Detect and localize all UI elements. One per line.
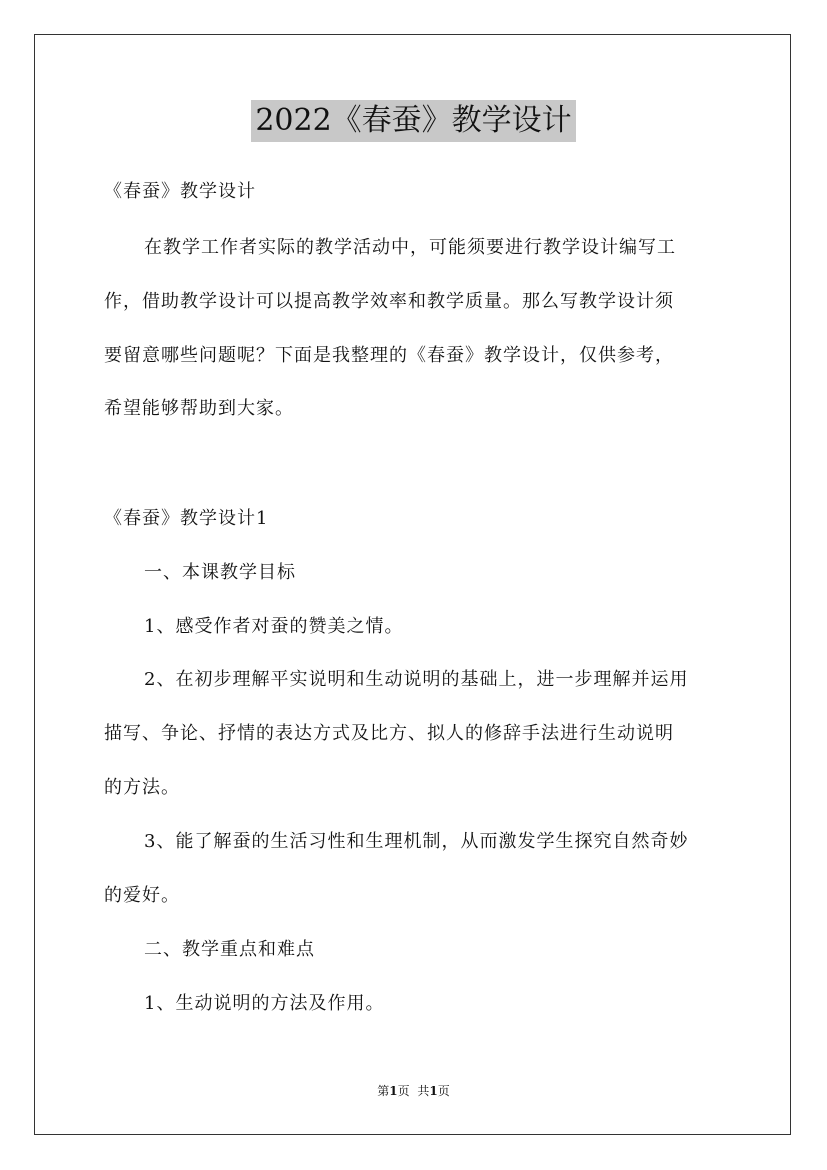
intro-line-4: 希望能够帮助到大家。	[104, 398, 294, 419]
footer-total-prefix: 共	[417, 1084, 430, 1098]
footer-total-suffix: 页	[437, 1084, 450, 1098]
subtitle-line: 《春蚕》教学设计	[104, 181, 256, 202]
section-heading: 《春蚕》教学设计1	[104, 508, 269, 529]
objectives-heading: 一、本课教学目标	[144, 562, 296, 583]
intro-line-1: 在教学工作者实际的教学活动中，可能须要进行教学设计编写工	[144, 237, 676, 258]
footer-total-pages: 1	[429, 1084, 438, 1098]
objective-3-line-1: 3、能了解蚕的生活习性和生理机制，从而激发学生探究自然奇妙	[144, 831, 689, 852]
footer-page-number: 1	[389, 1084, 398, 1098]
keypoint-1: 1、生动说明的方法及作用。	[144, 993, 385, 1014]
objective-1: 1、感受作者对蚕的赞美之情。	[144, 616, 404, 637]
intro-line-2: 作，借助教学设计可以提高教学效率和教学质量。那么写教学设计须	[104, 291, 674, 312]
document-title: 2022《春蚕》教学设计	[251, 100, 575, 142]
title-container	[0, 100, 827, 142]
page-footer	[0, 1083, 827, 1099]
objective-2-line-3: 的方法。	[104, 777, 180, 798]
intro-line-3: 要留意哪些问题呢？下面是我整理的《春蚕》教学设计，仅供参考，	[104, 345, 674, 366]
keypoints-heading: 二、教学重点和难点	[144, 939, 315, 960]
objective-2-line-1: 2、在初步理解平实说明和生动说明的基础上，进一步理解并运用	[144, 669, 689, 690]
objective-2-line-2: 描写、争论、抒情的表达方式及比方、拟人的修辞手法进行生动说明	[104, 723, 674, 744]
objective-3-line-2: 的爱好。	[104, 885, 180, 906]
footer-page-suffix: 页	[397, 1084, 410, 1098]
footer-page-prefix: 第	[377, 1084, 390, 1098]
